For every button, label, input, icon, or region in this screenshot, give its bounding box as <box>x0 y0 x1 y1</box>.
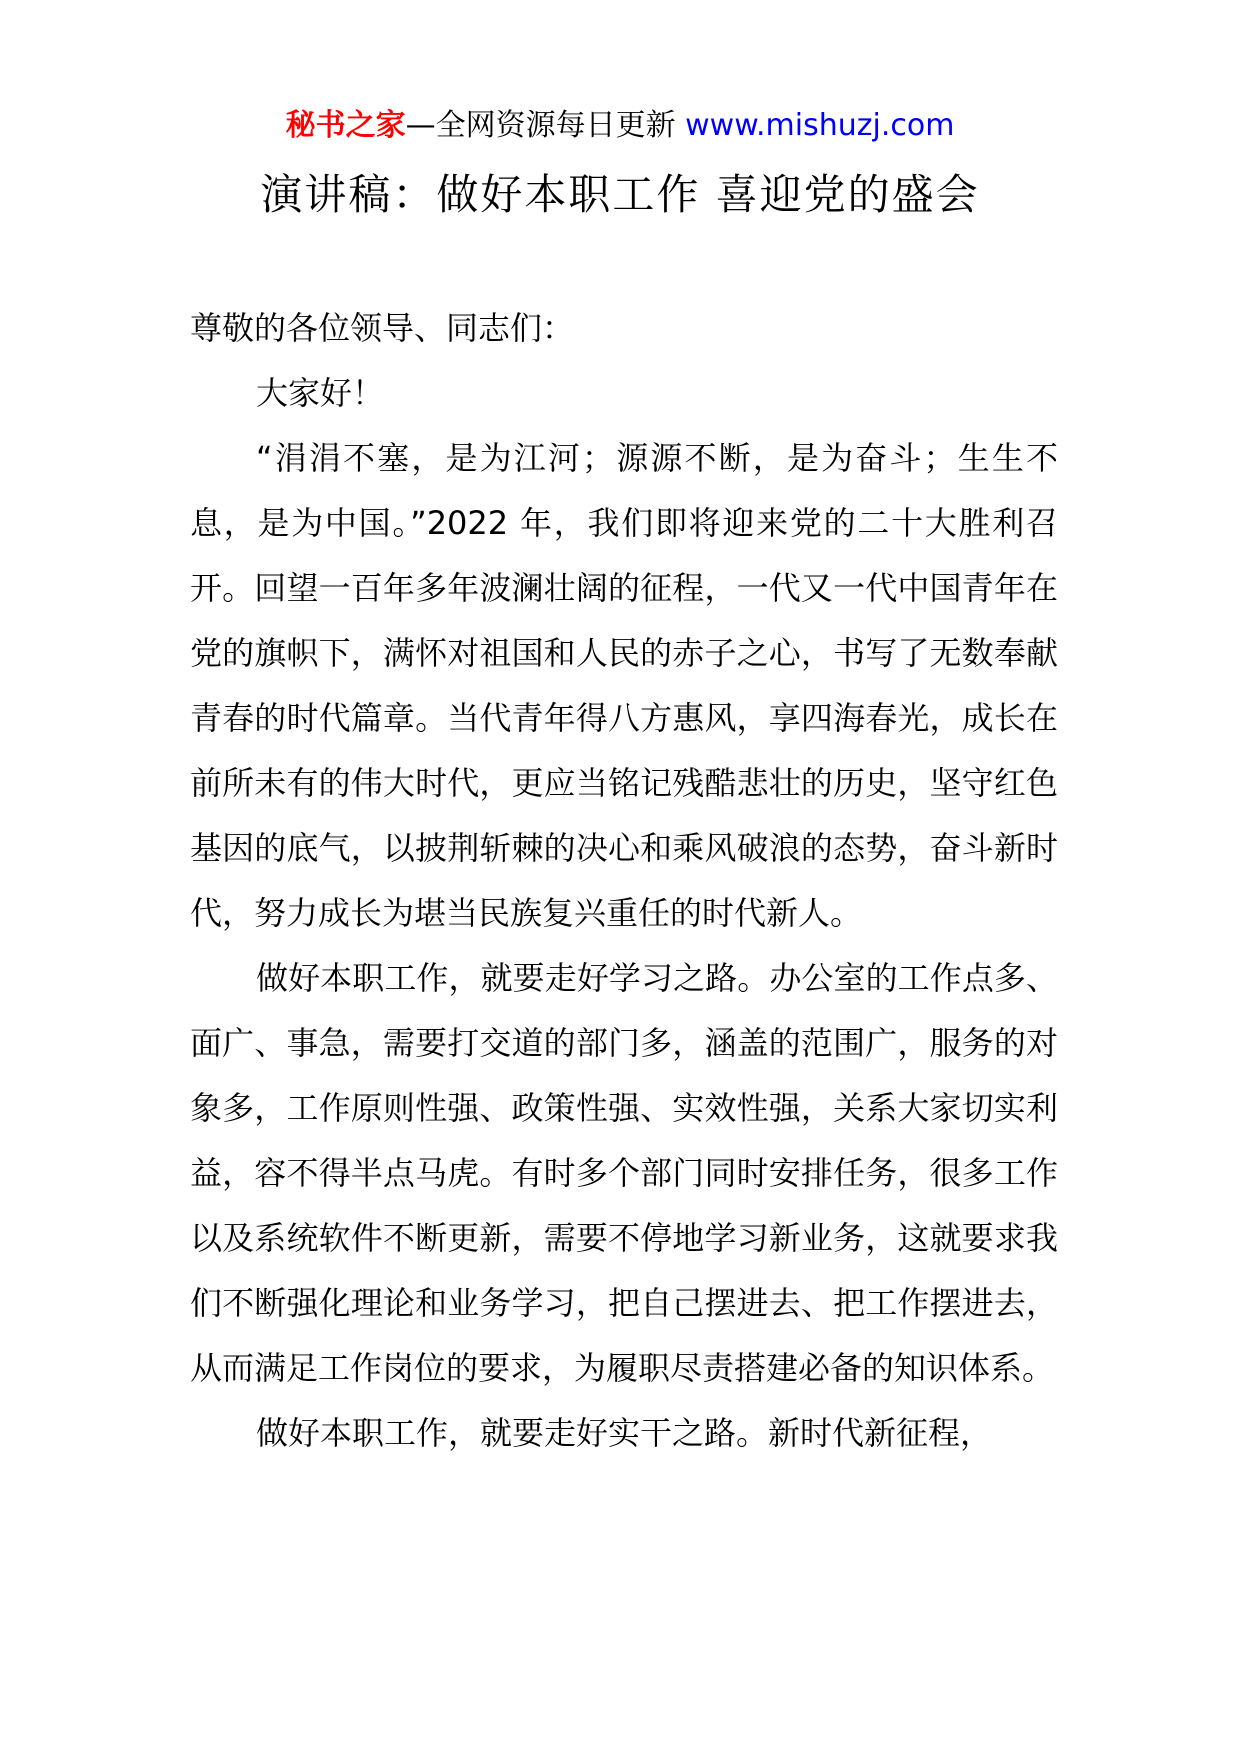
site-brand: 秘书之家 <box>285 108 406 143</box>
paragraph-2: 做好本职工作，就要走好学习之路。办公室的工作点多、面广、事急，需要打交道的部门多，涵盖的范围广，服务的对象多，工作原则性强、政策性强、实效性强，关系大家切实利益，容不得半点马虎。有时多个部门同时安排任务，很多工作以及系统软件不断更新，需要不停地学习新业务，这就要求我们不断强化理论和业务学习，把自己摆进去、把工作摆进去，从而满足工作岗位的要求，为履职尽责搭建必备的知识体系。 <box>190 959 1058 1387</box>
document-body <box>190 296 1058 1466</box>
salutation: 尊敬的各位领导、同志们： <box>190 309 575 347</box>
site-header <box>0 106 1240 146</box>
greeting: 大家好！ <box>256 374 385 412</box>
paragraph-1: “涓涓不塞，是为江河；源源不断，是为奋斗；生生不息，是为中国。”2022 年，我们即将迎来党的二十大胜利召开。回望一百年多年波澜壮阔的征程，一代又一代中国青年在党的旗帜下，满怀对祖国和人民的赤子之心，书写了无数奉献青春的时代篇章。当代青年得八方惠风，享四海春光，成长在前所未有的伟大时代，更应当铭记残酷悲壮的历史，坚守红色基因的底气，以披荆斩棘的决心和乘风破浪的态势，奋斗新时代，努力成长为堪当民族复兴重任的时代新人。 <box>190 439 1058 932</box>
document-title: 演讲稿：做好本职工作 喜迎党的盛会 <box>260 170 980 219</box>
site-url-link[interactable]: www.mishuzj.com <box>685 108 955 143</box>
site-slogan: —全网资源每日更新 <box>405 108 676 143</box>
paragraph-3: 做好本职工作，就要走好实干之路。新时代新征程， <box>256 1414 993 1452</box>
